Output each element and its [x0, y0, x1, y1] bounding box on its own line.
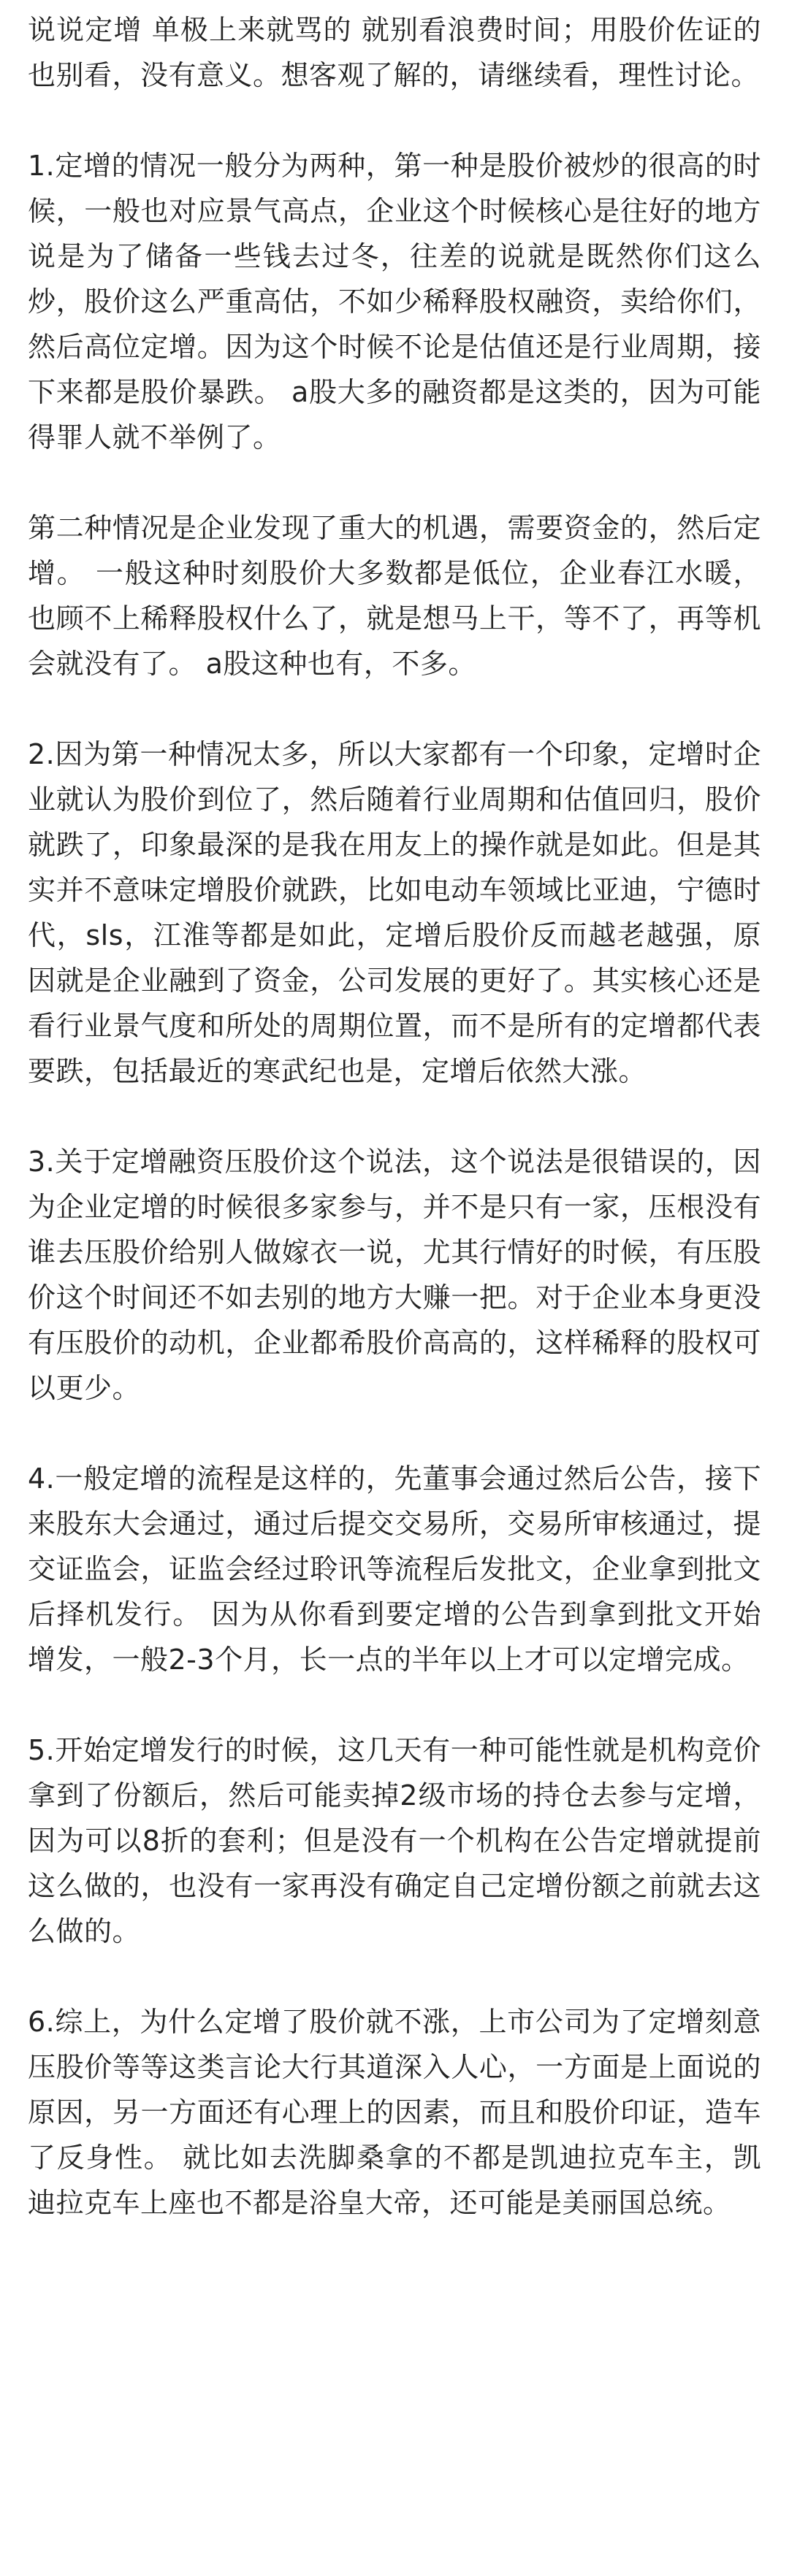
- paragraph-point-2: 2.因为第一种情况太多，所以大家都有一个印象，定增时企业就认为股价到位了，然后随着行业周期和估值回归，股价就跌了，印象最深的是我在用友上的操作就是如此。但是其实并不意味定增股价就跌，比如电动车领域比亚迪，宁德时代，sls，江淮等都是如此，定增后股价反而越老越强，原因就是企业融到了资金，公司发展的更好了。其实核心还是看行业景气度和所处的周期位置，而不是所有的定增都代表要跌，包括最近的寒武纪也是，定增后依然大涨。: [28, 738, 761, 1087]
- paragraph-point-4: 4.一般定增的流程是这样的，先董事会通过然后公告，接下来股东大会通过，通过后提交交易所，交易所审核通过，提交证监会，证监会经过聆讯等流程后发批文，企业拿到批文后择机发行。 因为从你看到要定增的公告到拿到批文开始增发，一般2-3个月，长一点的半年以上才可以定增完成。: [28, 1463, 761, 1676]
- paragraph-intro: 说说定增 单极上来就骂的 就别看浪费时间；用股价佐证的也别看，没有意义。想客观了解的，请继续看，理性讨论。: [28, 14, 761, 91]
- paragraph-point-3: 3.关于定增融资压股价这个说法，这个说法是很错误的，因为企业定增的时候很多家参与，并不是只有一家，压根没有谁去压股价给别人做嫁衣一说，尤其行情好的时候，有压股价这个时间还不如去别的地方大赚一把。对于企业本身更没有压股价的动机，企业都希股价高高的，这样稀释的股权可以更少。: [28, 1146, 761, 1404]
- paragraph-point-6: 6.综上，为什么定增了股价就不涨，上市公司为了定增刻意压股价等等这类言论大行其道深入人心，一方面是上面说的原因，另一方面还有心理上的因素，而且和股价印证，造车了反身性。 就比如去洗脚桑拿的不都是凯迪拉克车主，凯迪拉克车上座也不都是浴皇大帝，还可能是美丽国总统。: [28, 2006, 761, 2219]
- paragraph-point-1-second-case: 第二种情况是企业发现了重大的机遇，需要资金的，然后定增。 一般这种时刻股价大多数都是低位，企业春江水暖，也顾不上稀释股权什么了，就是想马上干，等不了，再等机会就没有了。 a股这种也有，不多。: [28, 512, 761, 680]
- paragraph-point-5: 5.开始定增发行的时候，这几天有一种可能性就是机构竞价拿到了份额后，然后可能卖掉2级市场的持仓去参与定增，因为可以8折的套利；但是没有一个机构在公告定增就提前这么做的，也没有一家再没有确定自己定增份额之前就去这么做的。: [28, 1734, 761, 1947]
- paragraph-point-1: 1.定增的情况一般分为两种，第一种是股价被炒的很高的时候，一般也对应景气高点，企业这个时候核心是往好的地方说是为了储备一些钱去过冬，往差的说就是既然你们这么炒，股价这么严重高估，不如少稀释股权融资，卖给你们，然后高位定增。因为这个时候不论是估值还是行业周期，接下来都是股价暴跌。 a股大多的融资都是这类的，因为可能得罪人就不举例了。: [28, 150, 761, 453]
